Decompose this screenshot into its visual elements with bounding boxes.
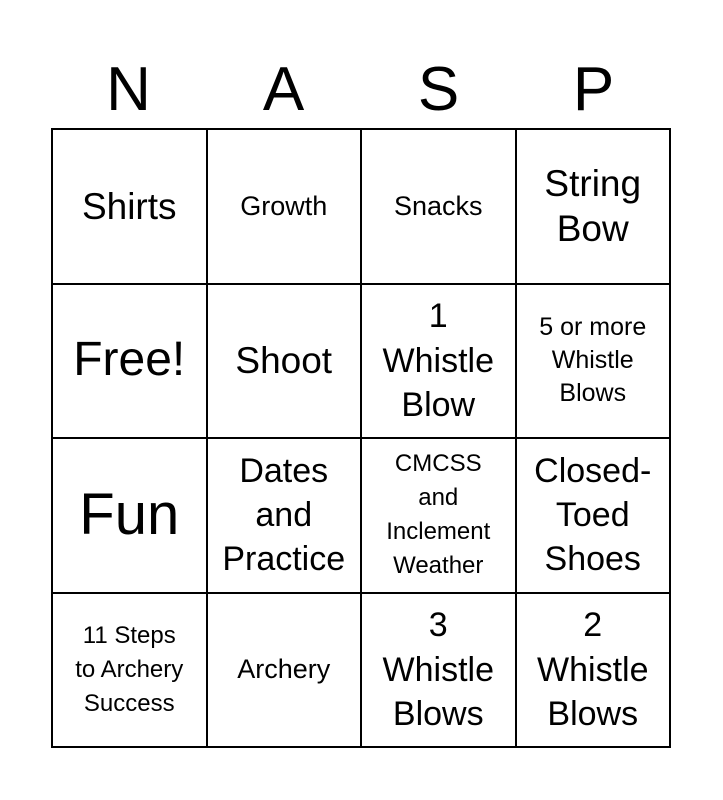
- bingo-cell-free[interactable]: Free!: [52, 284, 207, 439]
- bingo-cell[interactable]: 5 or more Whistle Blows: [516, 284, 671, 439]
- bingo-cell[interactable]: 1 Whistle Blow: [361, 284, 516, 439]
- bingo-cell[interactable]: Growth: [207, 129, 362, 284]
- bingo-cell[interactable]: Dates and Practice: [207, 438, 362, 593]
- bingo-cell[interactable]: Closed- Toed Shoes: [516, 438, 671, 593]
- bingo-cell[interactable]: String Bow: [516, 129, 671, 284]
- header-letter-n: N: [106, 55, 151, 124]
- bingo-cell[interactable]: 2 Whistle Blows: [516, 593, 671, 748]
- bingo-grid: [51, 128, 671, 748]
- header-letter-p: P: [572, 55, 615, 124]
- bingo-cell[interactable]: 3 Whistle Blows: [361, 593, 516, 748]
- bingo-cell[interactable]: Archery: [207, 593, 362, 748]
- bingo-header: [51, 52, 671, 128]
- header-letter-s: S: [417, 55, 460, 124]
- bingo-cell[interactable]: Shoot: [207, 284, 362, 439]
- bingo-cell[interactable]: Shirts: [52, 129, 207, 284]
- bingo-cell[interactable]: Fun: [52, 438, 207, 593]
- header-letter-a: A: [262, 55, 305, 124]
- bingo-cell[interactable]: Snacks: [361, 129, 516, 284]
- bingo-cell[interactable]: CMCSS and Inclement Weather: [361, 438, 516, 593]
- bingo-cell[interactable]: 11 Steps to Archery Success: [52, 593, 207, 748]
